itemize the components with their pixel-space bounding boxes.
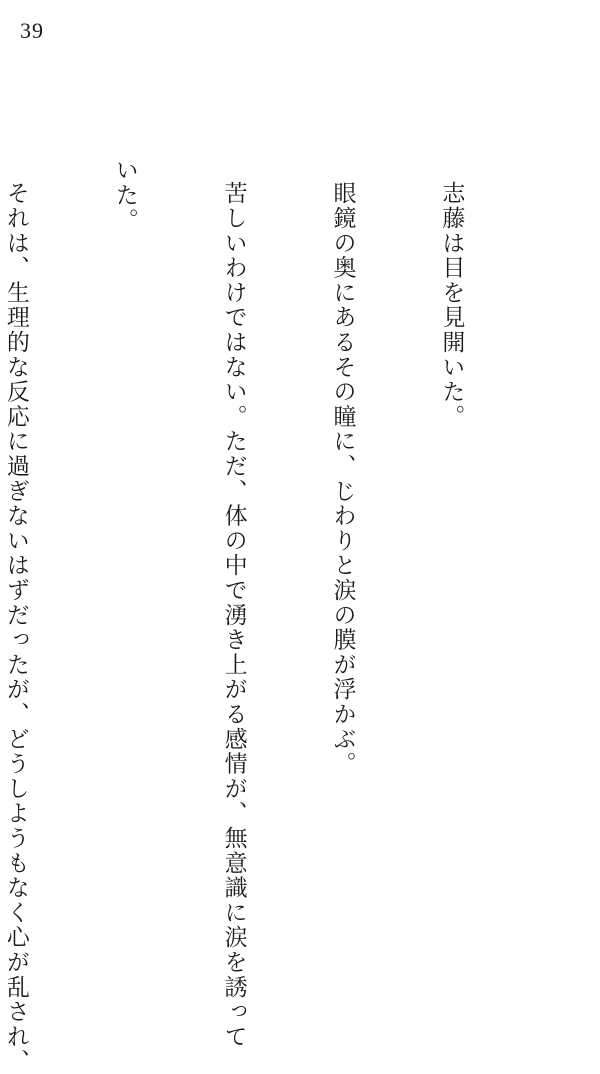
text-line: 志藤は目を見開いた。	[438, 181, 465, 429]
body-text	[0, 158, 542, 1074]
text-line: いた。	[111, 158, 138, 233]
text-line: 苦しいわけではない。ただ、体の中で湧き上がる感情が、無意識に涙を誘って	[220, 181, 247, 1049]
text-line: それは、生理的な反応に過ぎないはずだったが、どうしようもなく心が乱され、	[2, 181, 29, 1074]
text-line: 眼鏡の奥にあるその瞳に、じわりと涙の膜が浮かぶ。	[329, 181, 356, 777]
page-number: 39	[20, 18, 44, 43]
